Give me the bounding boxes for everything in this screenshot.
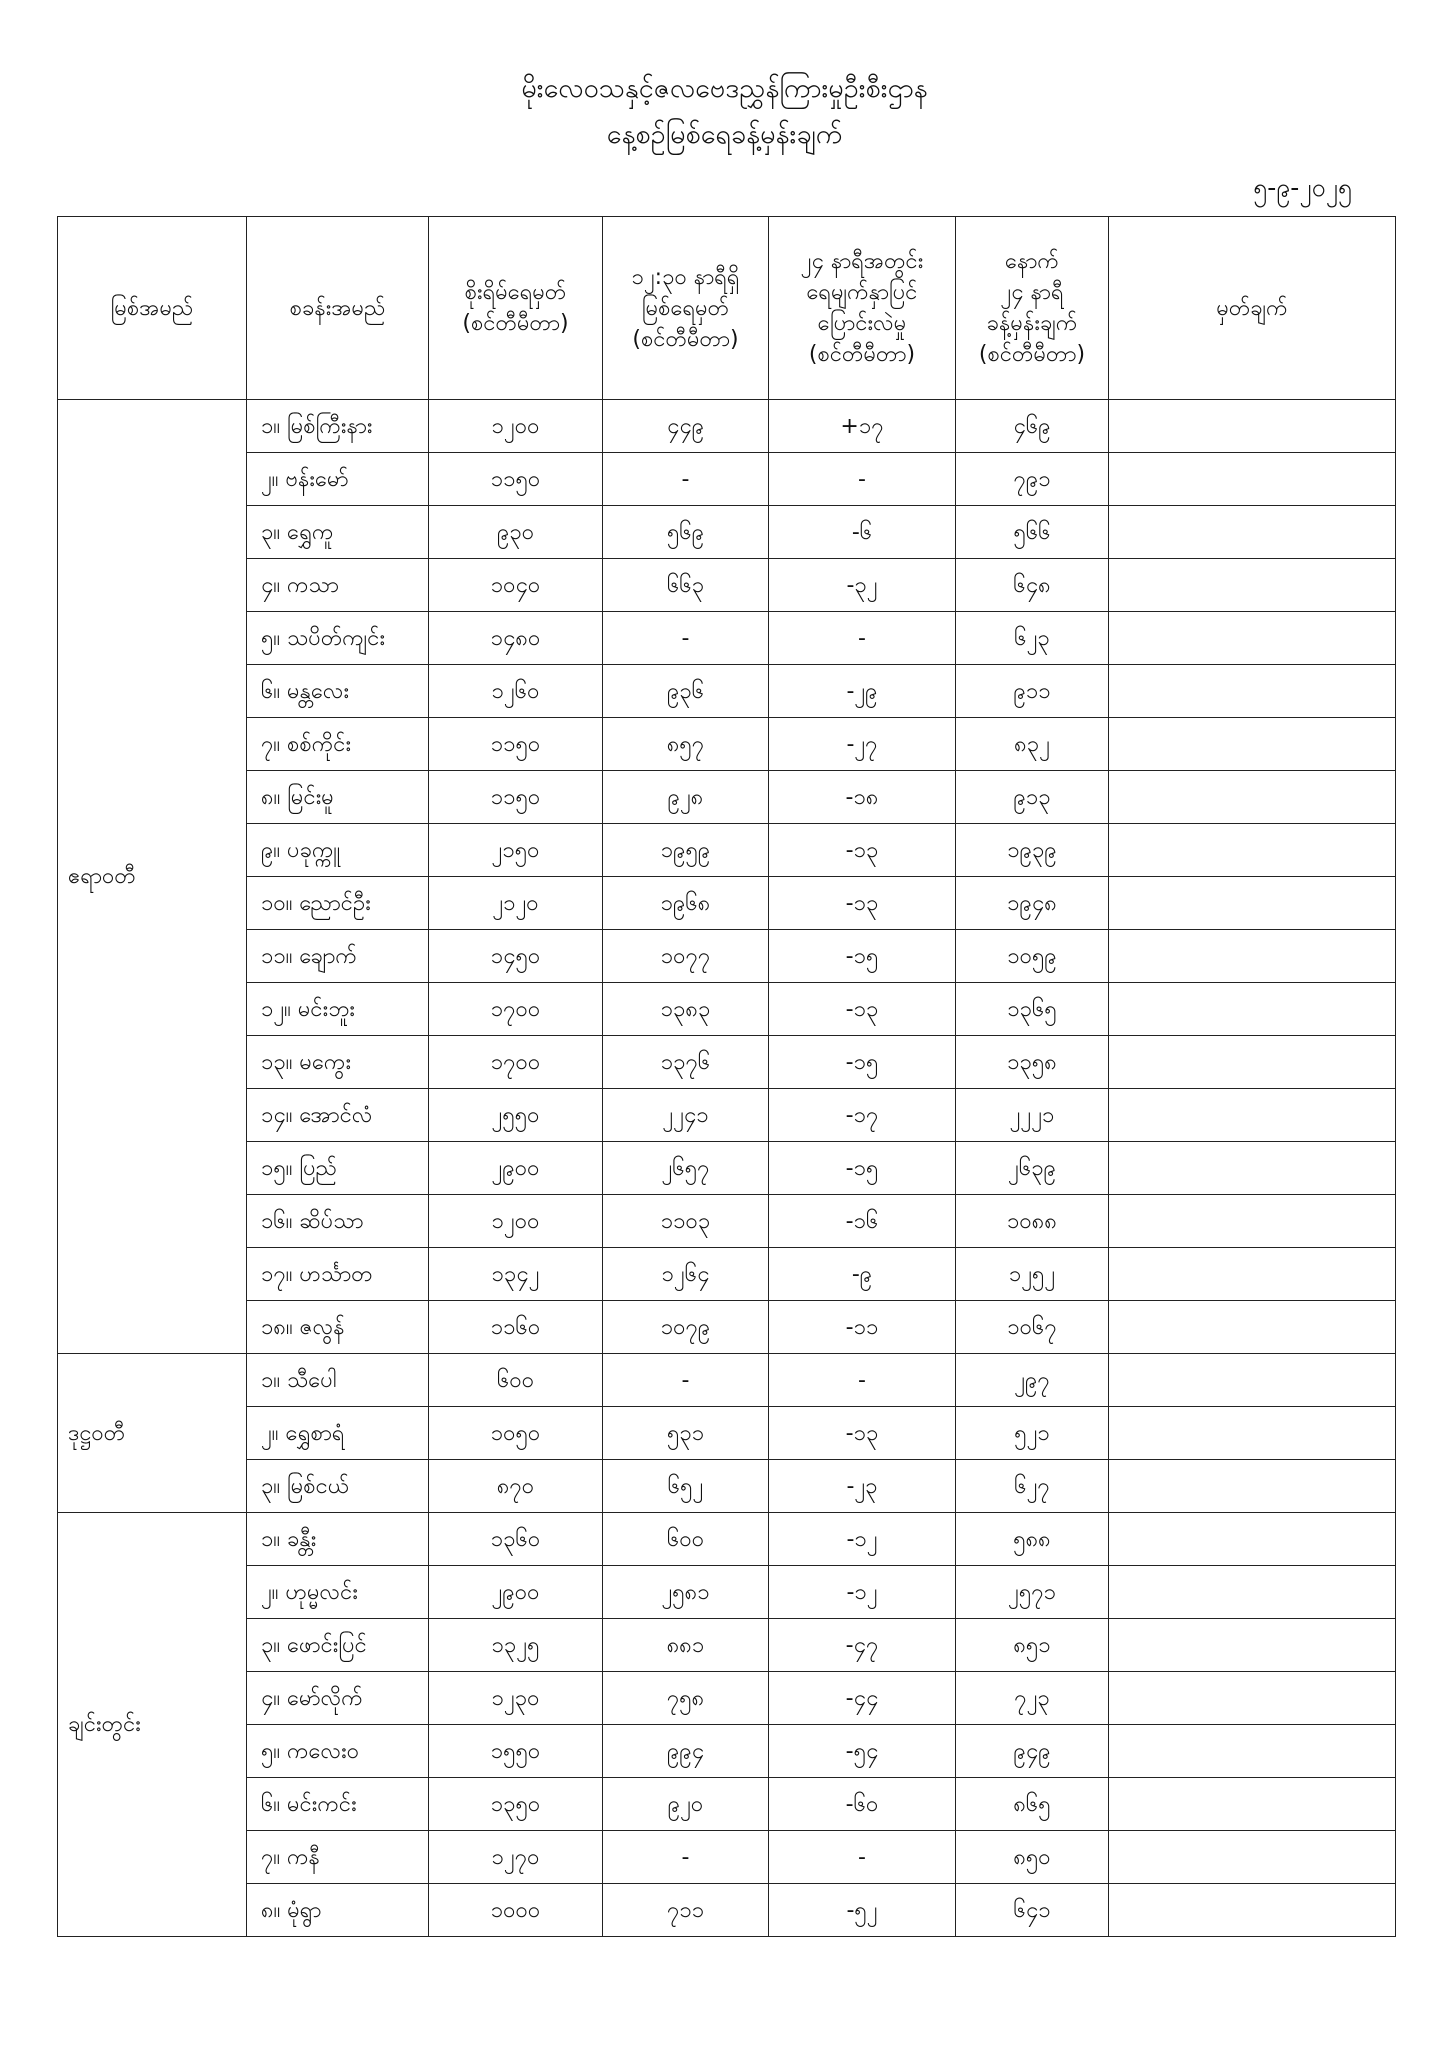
remark-cell [1109, 1354, 1396, 1407]
observed-level-cell: ၂၅၈၁ [603, 1566, 769, 1619]
forecast-cell: ၂၆၃၉ [956, 1142, 1109, 1195]
observed-level-cell: - [603, 1831, 769, 1884]
change-cell: -၂၃ [769, 1460, 956, 1513]
remark-cell [1109, 1778, 1396, 1831]
danger-level-cell: ၁၀၀၀ [429, 1884, 603, 1937]
danger-level-cell: ၁၁၅၀ [429, 718, 603, 771]
remark-cell [1109, 1407, 1396, 1460]
change-cell: -၄၇ [769, 1619, 956, 1672]
observed-level-cell: - [603, 612, 769, 665]
danger-level-cell: ၁၃၆၀ [429, 1513, 603, 1566]
station-name-cell: ၁၇။ ဟင်္သာတ [247, 1248, 429, 1301]
table-row [58, 1460, 1396, 1513]
remark-cell [1109, 930, 1396, 983]
remark-cell [1109, 400, 1396, 453]
forecast-cell: ၈၃၂ [956, 718, 1109, 771]
station-name-cell: ၅။ သပိတ်ကျင်း [247, 612, 429, 665]
page-subtitle: နေ့စဉ်မြစ်ရေခန့်မှန်းချက် [606, 119, 843, 150]
table-row [58, 930, 1396, 983]
station-name-cell: ၁၃။ မကွေး [247, 1036, 429, 1089]
station-name-cell: ၃။ ဖောင်းပြင် [247, 1619, 429, 1672]
observed-level-cell: ၇၁၁ [603, 1884, 769, 1937]
table-row [58, 1036, 1396, 1089]
observed-level-cell: ၅၆၉ [603, 506, 769, 559]
remark-cell [1109, 1619, 1396, 1672]
table-row [58, 665, 1396, 718]
table-row [58, 1089, 1396, 1142]
change-cell: -၁၃ [769, 1407, 956, 1460]
station-name-cell: ၁၄။ အောင်လံ [247, 1089, 429, 1142]
observed-level-cell: ၆၀၀ [603, 1513, 769, 1566]
station-name-cell: ၈။ မြင်းမူ [247, 771, 429, 824]
table-row [58, 824, 1396, 877]
station-name-cell: ၆။ မန္တလေး [247, 665, 429, 718]
observed-level-cell: ၁၃၇၆ [603, 1036, 769, 1089]
forecast-cell: ၆၄၈ [956, 559, 1109, 612]
observed-level-cell: ၅၃၁ [603, 1407, 769, 1460]
table-row [58, 718, 1396, 771]
station-name-cell: ၇။ စစ်ကိုင်း [247, 718, 429, 771]
observed-level-cell: - [603, 1354, 769, 1407]
change-cell: -၁၆ [769, 1195, 956, 1248]
table-row [58, 1566, 1396, 1619]
observed-level-cell: ၂၂၄၁ [603, 1089, 769, 1142]
danger-level-cell: ၁၁၆၀ [429, 1301, 603, 1354]
danger-level-cell: ၉၃၀ [429, 506, 603, 559]
station-name-cell: ၈။ မုံရွာ [247, 1884, 429, 1937]
remark-cell [1109, 453, 1396, 506]
change-cell: -၁၃ [769, 824, 956, 877]
forecast-cell: ၆၂၇ [956, 1460, 1109, 1513]
forecast-cell: ၁၃၆၅ [956, 983, 1109, 1036]
danger-level-cell: ၁၇၀၀ [429, 983, 603, 1036]
forecast-cell: ၁၀၆၇ [956, 1301, 1109, 1354]
table-row [58, 771, 1396, 824]
danger-level-cell: ၁၃၄၂ [429, 1248, 603, 1301]
change-cell: -၂၉ [769, 665, 956, 718]
change-cell: -၄၄ [769, 1672, 956, 1725]
remark-cell [1109, 1513, 1396, 1566]
danger-level-cell: ၁၃၂၅ [429, 1619, 603, 1672]
table-row [58, 1142, 1396, 1195]
table-row [58, 1672, 1396, 1725]
forecast-cell: ၈၅၀ [956, 1831, 1109, 1884]
change-cell: - [769, 453, 956, 506]
remark-cell [1109, 506, 1396, 559]
station-name-cell: ၁၂။ မင်းဘူး [247, 983, 429, 1036]
remark-cell [1109, 612, 1396, 665]
change-cell: -၁၈ [769, 771, 956, 824]
table-row [58, 1619, 1396, 1672]
table-row [58, 1301, 1396, 1354]
forecast-cell: ၁၂၅၂ [956, 1248, 1109, 1301]
table-row [58, 1248, 1396, 1301]
station-name-cell: ၃။ ရွှေကူ [247, 506, 429, 559]
observed-level-cell: ၉၂၀ [603, 1778, 769, 1831]
observed-level-cell: ၇၅၈ [603, 1672, 769, 1725]
remark-cell [1109, 983, 1396, 1036]
forecast-cell: ၇၉၁ [956, 453, 1109, 506]
observed-level-cell: ၉၂၈ [603, 771, 769, 824]
observed-level-cell: ၁၁၀၃ [603, 1195, 769, 1248]
report-date: ၅-၉-၂၀၂၅ [1253, 173, 1352, 202]
danger-level-cell: ၁၂၀၀ [429, 400, 603, 453]
table-row [58, 1725, 1396, 1778]
remark-cell [1109, 1089, 1396, 1142]
danger-level-cell: ၁၀၄၀ [429, 559, 603, 612]
change-cell: -၂၇ [769, 718, 956, 771]
river-name-cell: ဒုဋ္ဌဝတီ [58, 1354, 247, 1513]
forecast-cell: ၅၆၆ [956, 506, 1109, 559]
station-name-cell: ၄။ ကသာ [247, 559, 429, 612]
change-cell: -၉ [769, 1248, 956, 1301]
table-row [58, 453, 1396, 506]
remark-cell [1109, 665, 1396, 718]
change-cell: -၆ [769, 506, 956, 559]
header-river: မြစ်အမည် [58, 217, 247, 400]
change-cell: -၅၄ [769, 1725, 956, 1778]
danger-level-cell: ၁၂၆၀ [429, 665, 603, 718]
observed-level-cell: ၄၄၉ [603, 400, 769, 453]
change-cell: -၁၅ [769, 930, 956, 983]
remark-cell [1109, 1301, 1396, 1354]
river-name-cell: ဧရာဝတီ [58, 400, 247, 1354]
station-name-cell: ၁။ ခန္တီး [247, 1513, 429, 1566]
table-row [58, 559, 1396, 612]
forecast-cell: ၁၃၅၈ [956, 1036, 1109, 1089]
forecast-cell: ၁၉၄၈ [956, 877, 1109, 930]
remark-cell [1109, 1725, 1396, 1778]
forecast-cell: ၅၈၈ [956, 1513, 1109, 1566]
forecast-cell: ၅၂၁ [956, 1407, 1109, 1460]
station-name-cell: ၅။ ကလေးဝ [247, 1725, 429, 1778]
forecast-cell: ၆၄၁ [956, 1884, 1109, 1937]
danger-level-cell: ၁၀၅၀ [429, 1407, 603, 1460]
table-row [58, 612, 1396, 665]
station-name-cell: ၁၆။ ဆိပ်သာ [247, 1195, 429, 1248]
remark-cell [1109, 1195, 1396, 1248]
table-row [58, 506, 1396, 559]
danger-level-cell: ၁၂၃၀ [429, 1672, 603, 1725]
station-name-cell: ၁။ သီပေါ [247, 1354, 429, 1407]
change-cell: -၆၀ [769, 1778, 956, 1831]
remark-cell [1109, 1672, 1396, 1725]
forecast-cell: ၉၁၁ [956, 665, 1109, 718]
danger-level-cell: ၁၄၅၀ [429, 930, 603, 983]
station-name-cell: ၁။ မြစ်ကြီးနား [247, 400, 429, 453]
header-forecast: နောက် ၂၄ နာရီ ခန့်မှန်းချက် (စင်တီမီတာ) [956, 217, 1109, 400]
remark-cell [1109, 877, 1396, 930]
observed-level-cell: ၈၅၇ [603, 718, 769, 771]
table-row [58, 877, 1396, 930]
forecast-cell: ၈၅၁ [956, 1619, 1109, 1672]
forecast-cell: ၁၉၃၉ [956, 824, 1109, 877]
observed-level-cell: - [603, 453, 769, 506]
header-danger-level: စိုးရိမ်ရေမှတ် (စင်တီမီတာ) [429, 217, 603, 400]
forecast-cell: ၉၄၉ [956, 1725, 1109, 1778]
remark-cell [1109, 1566, 1396, 1619]
observed-level-cell: ၂၆၅၇ [603, 1142, 769, 1195]
station-name-cell: ၁၈။ ဇလွန် [247, 1301, 429, 1354]
station-name-cell: ၂။ ဟုမ္မလင်း [247, 1566, 429, 1619]
station-name-cell: ၆။ မင်းကင်း [247, 1778, 429, 1831]
danger-level-cell: ၁၅၅၀ [429, 1725, 603, 1778]
station-name-cell: ၃။ မြစ်ငယ် [247, 1460, 429, 1513]
observed-level-cell: ၁၉၆၈ [603, 877, 769, 930]
page-title: မိုးလေဝသနှင့်ဇလဗေဒညွှန်ကြားမှုဦးစီးဌာန [521, 73, 928, 104]
observed-level-cell: ၁၂၆၄ [603, 1248, 769, 1301]
danger-level-cell: ၂၉၀၀ [429, 1566, 603, 1619]
station-name-cell: ၁၅။ ပြည် [247, 1142, 429, 1195]
table-row [58, 400, 1396, 453]
danger-level-cell: ၁၁၅၀ [429, 771, 603, 824]
station-name-cell: ၉။ ပခုက္ကူ [247, 824, 429, 877]
table-row [58, 1884, 1396, 1937]
observed-level-cell: ၈၈၁ [603, 1619, 769, 1672]
danger-level-cell: ၂၁၅၀ [429, 824, 603, 877]
change-cell: +၁၇ [769, 400, 956, 453]
station-name-cell: ၂။ ဗန်းမော် [247, 453, 429, 506]
remark-cell [1109, 559, 1396, 612]
change-cell: - [769, 612, 956, 665]
table-row [58, 1513, 1396, 1566]
remark-cell [1109, 771, 1396, 824]
danger-level-cell: ၁၃၅၀ [429, 1778, 603, 1831]
remark-cell [1109, 718, 1396, 771]
change-cell: -၁၂ [769, 1566, 956, 1619]
change-cell: -၁၅ [769, 1142, 956, 1195]
change-cell: -၁၅ [769, 1036, 956, 1089]
header-observed-level: ၁၂:၃၀ နာရီရှိ မြစ်ရေမှတ် (စင်တီမီတာ) [603, 217, 769, 400]
remark-cell [1109, 1831, 1396, 1884]
header-24h-change: ၂၄ နာရီအတွင်း ရေမျက်နှာပြင် ပြောင်းလဲမှု (စင်တီမီတာ) [769, 217, 956, 400]
change-cell: -၁၂ [769, 1513, 956, 1566]
observed-level-cell: ၁၀၇၇ [603, 930, 769, 983]
forecast-cell: ၈၆၅ [956, 1778, 1109, 1831]
change-cell: -၁၃ [769, 983, 956, 1036]
danger-level-cell: ၁၇၀၀ [429, 1036, 603, 1089]
forecast-cell: ၂၉၇ [956, 1354, 1109, 1407]
change-cell: -၁၇ [769, 1089, 956, 1142]
table-row [58, 1831, 1396, 1884]
header-remark: မှတ်ချက် [1109, 217, 1396, 400]
danger-level-cell: ၁၄၈၀ [429, 612, 603, 665]
forecast-cell: ၂၅၇၁ [956, 1566, 1109, 1619]
remark-cell [1109, 1142, 1396, 1195]
table-row [58, 1778, 1396, 1831]
observed-level-cell: ၆၆၃ [603, 559, 769, 612]
change-cell: - [769, 1354, 956, 1407]
station-name-cell: ၂။ ရွှေစာရံ [247, 1407, 429, 1460]
observed-level-cell: ၉၉၄ [603, 1725, 769, 1778]
remark-cell [1109, 1248, 1396, 1301]
observed-level-cell: ၉၃၆ [603, 665, 769, 718]
station-name-cell: ၁၀။ ညောင်ဦး [247, 877, 429, 930]
change-cell: -၁၁ [769, 1301, 956, 1354]
danger-level-cell: ၁၂၇၀ [429, 1831, 603, 1884]
table-header-row [58, 217, 1396, 400]
forecast-cell: ၇၂၃ [956, 1672, 1109, 1725]
forecast-cell: ၁၀၈၈ [956, 1195, 1109, 1248]
change-cell: -၅၂ [769, 1884, 956, 1937]
danger-level-cell: ၂၁၂၀ [429, 877, 603, 930]
change-cell: -၁၃ [769, 877, 956, 930]
table-row [58, 1407, 1396, 1460]
change-cell: -၃၂ [769, 559, 956, 612]
remark-cell [1109, 1036, 1396, 1089]
station-name-cell: ၇။ ကနီ [247, 1831, 429, 1884]
table-row [58, 1195, 1396, 1248]
danger-level-cell: ၂၅၅၀ [429, 1089, 603, 1142]
danger-level-cell: ၂၉၀၀ [429, 1142, 603, 1195]
forecast-cell: ၆၂၃ [956, 612, 1109, 665]
observed-level-cell: ၁၃၈၃ [603, 983, 769, 1036]
river-forecast-table [57, 216, 1396, 1937]
remark-cell [1109, 1884, 1396, 1937]
remark-cell [1109, 824, 1396, 877]
header-station: စခန်းအမည် [247, 217, 429, 400]
observed-level-cell: ၁၉၅၉ [603, 824, 769, 877]
forecast-cell: ၉၁၃ [956, 771, 1109, 824]
danger-level-cell: ၈၇၀ [429, 1460, 603, 1513]
danger-level-cell: ၆၀၀ [429, 1354, 603, 1407]
forecast-cell: ၁၀၅၉ [956, 930, 1109, 983]
station-name-cell: ၄။ မော်လိုက် [247, 1672, 429, 1725]
forecast-cell: ၂၂၂၁ [956, 1089, 1109, 1142]
observed-level-cell: ၆၅၂ [603, 1460, 769, 1513]
table-row [58, 1354, 1396, 1407]
remark-cell [1109, 1460, 1396, 1513]
station-name-cell: ၁၁။ ချောက် [247, 930, 429, 983]
forecast-cell: ၄၆၉ [956, 400, 1109, 453]
danger-level-cell: ၁၁၅၀ [429, 453, 603, 506]
river-name-cell: ချင်းတွင်း [58, 1513, 247, 1937]
change-cell: - [769, 1831, 956, 1884]
table-row [58, 983, 1396, 1036]
danger-level-cell: ၁၂၀၀ [429, 1195, 603, 1248]
observed-level-cell: ၁၀၇၉ [603, 1301, 769, 1354]
